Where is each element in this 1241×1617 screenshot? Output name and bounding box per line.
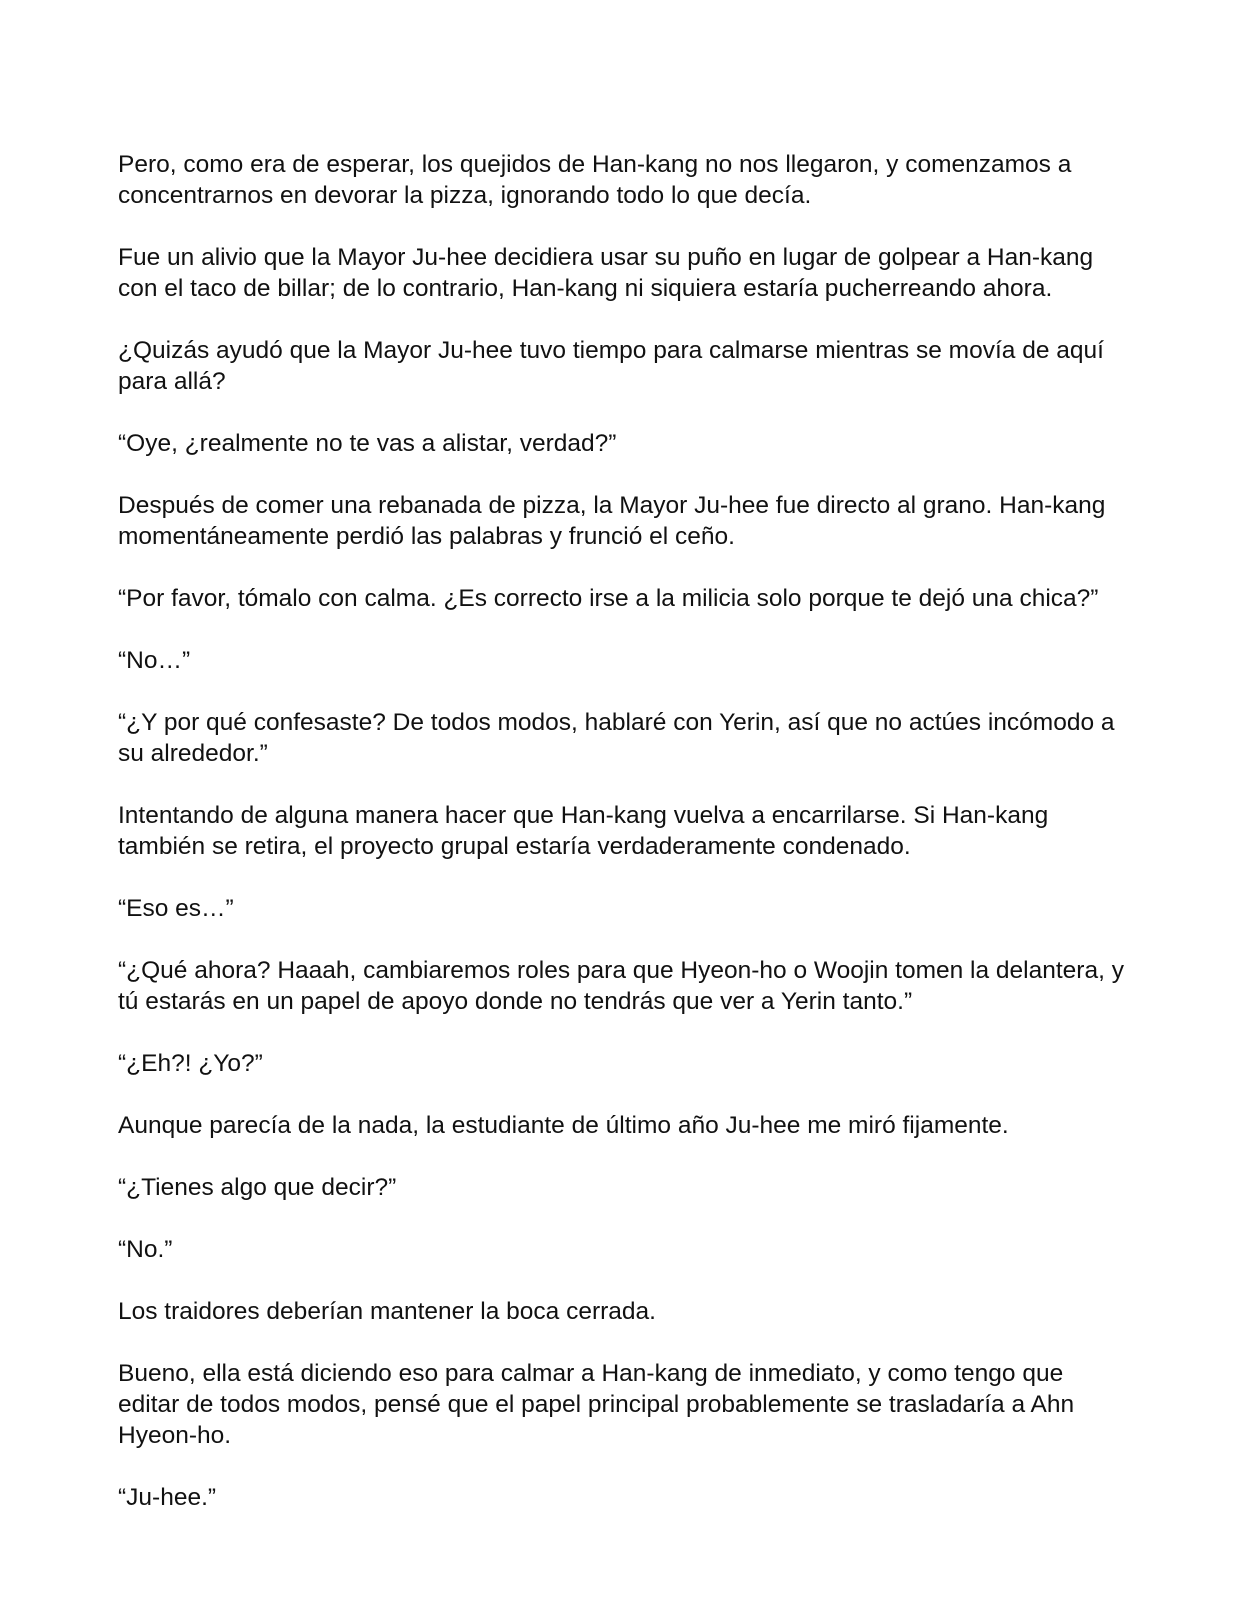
paragraph-13: Aunque parecía de la nada, la estudiante de último año Ju-hee me miró fijamente. xyxy=(118,1112,1009,1139)
paragraph-4: “Oye, ¿realmente no te vas a alistar, verdad?” xyxy=(118,430,617,457)
paragraph-5: Después de comer una rebanada de pizza, la Mayor Ju-hee fue directo al grano. Han-kang momentáneamente perdió las palabras y frunció el ceño. xyxy=(118,492,1106,550)
paragraph-8: “¿Y por qué confesaste? De todos modos, hablaré con Yerin, así que no actúes incómodo a su alrededor.” xyxy=(118,709,1115,767)
paragraph-17: Bueno, ella está diciendo eso para calmar a Han-kang de inmediato, y como tengo que editar de todos modos, pensé que el papel principal probablemente se trasladaría a Ahn Hyeon-ho. xyxy=(118,1360,1075,1449)
paragraph-10: “Eso es…” xyxy=(118,895,234,922)
paragraph-14: “¿Tienes algo que decir?” xyxy=(118,1174,397,1201)
paragraph-6: “Por favor, tómalo con calma. ¿Es correcto irse a la milicia solo porque te dejó una chica?” xyxy=(118,585,1099,612)
paragraph-1: Pero, como era de esperar, los quejidos de Han-kang no nos llegaron, y comenzamos a concentrarnos en devorar la pizza, ignorando todo lo que decía. xyxy=(118,151,1072,209)
body-text xyxy=(118,149,1128,1544)
paragraph-12: “¿Eh?! ¿Yo?” xyxy=(118,1050,263,1077)
paragraph-11: “¿Qué ahora? Haaah, cambiaremos roles para que Hyeon-ho o Woojin tomen la delantera, y tú estarás en un papel de apoyo donde no tendrás que ver a Yerin tanto.” xyxy=(118,957,1124,1015)
paragraph-18: “Ju-hee.” xyxy=(118,1484,217,1511)
paragraph-2: Fue un alivio que la Mayor Ju-hee decidiera usar su puño en lugar de golpear a Han-kang con el taco de billar; de lo contrario, Han-kang ni siquiera estaría pucherreando ahora. xyxy=(118,244,1094,302)
paragraph-7: “No…” xyxy=(118,647,191,674)
paragraph-9: Intentando de alguna manera hacer que Han-kang vuelva a encarrilarse. Si Han-kang también se retira, el proyecto grupal estaría verdaderamente condenado. xyxy=(118,802,1049,860)
paragraph-3: ¿Quizás ayudó que la Mayor Ju-hee tuvo tiempo para calmarse mientras se movía de aquí para allá? xyxy=(118,337,1104,395)
paragraph-15: “No.” xyxy=(118,1236,173,1263)
paragraph-16: Los traidores deberían mantener la boca cerrada. xyxy=(118,1298,656,1325)
